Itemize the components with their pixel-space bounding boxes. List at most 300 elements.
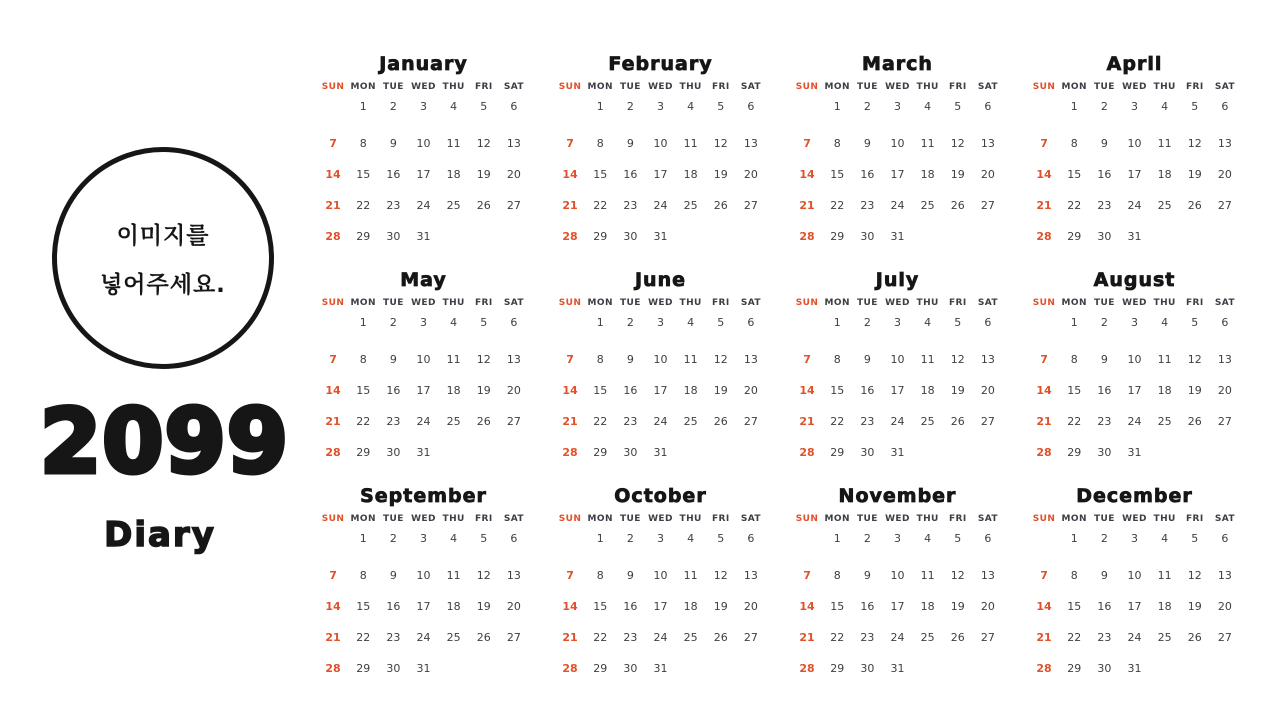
day-cell: 2 xyxy=(863,99,871,113)
day-cell: 12 xyxy=(713,353,728,366)
day-cell: 8 xyxy=(1070,569,1078,582)
day-cell: 11 xyxy=(1157,569,1172,582)
day-cell: 13 xyxy=(506,569,521,582)
day-cell: 24 xyxy=(1127,415,1142,428)
day-cell: 28 xyxy=(799,662,815,675)
weekday-header: WED xyxy=(1122,82,1147,92)
week-row xyxy=(555,653,766,684)
weekday-header: TUE xyxy=(1093,82,1115,92)
month-block xyxy=(1029,50,1240,252)
day-cell: 13 xyxy=(1217,137,1232,150)
weekday-header: SUN xyxy=(795,298,819,308)
day-cell: 1 xyxy=(833,531,841,545)
day-cell: 27 xyxy=(1217,199,1232,212)
weekday-header: FRI xyxy=(948,82,967,92)
day-cell: 1 xyxy=(359,531,367,545)
week-row xyxy=(555,528,766,548)
day-cell: 31 xyxy=(1127,230,1142,243)
day-cell: 26 xyxy=(476,631,491,644)
week-row xyxy=(792,190,1003,221)
day-cell: 4 xyxy=(924,99,932,113)
day-cell: 22 xyxy=(1067,631,1082,644)
day-cell: 21 xyxy=(325,415,341,428)
day-cell: 24 xyxy=(653,415,668,428)
day-cell: 23 xyxy=(386,415,401,428)
day-cell: 15 xyxy=(356,168,371,181)
day-cell: 19 xyxy=(1187,168,1202,181)
day-cell: 7 xyxy=(1040,569,1048,582)
week-row xyxy=(1029,128,1240,159)
day-cell: 8 xyxy=(833,569,841,582)
day-cell: 2 xyxy=(1100,531,1108,545)
day-cell: 9 xyxy=(863,137,871,150)
weekday-header: TUE xyxy=(382,514,404,524)
weeks xyxy=(555,312,766,468)
day-cell: 5 xyxy=(717,315,725,329)
image-placeholder-text-line1: 이미지를 xyxy=(116,223,210,249)
day-cell: 17 xyxy=(890,384,905,397)
day-cell: 5 xyxy=(717,99,725,113)
day-cell: 30 xyxy=(1097,446,1112,459)
day-cell: 6 xyxy=(510,315,518,329)
day-cell: 31 xyxy=(890,230,905,243)
day-cell: 17 xyxy=(653,600,668,613)
week-row xyxy=(318,591,529,622)
day-cell: 13 xyxy=(980,137,995,150)
day-cell: 3 xyxy=(419,315,427,329)
image-placeholder-circle xyxy=(52,147,274,369)
day-cell: 17 xyxy=(1127,600,1142,613)
day-cell: 18 xyxy=(446,600,461,613)
diary-subtitle: Diary xyxy=(104,515,216,555)
weekday-header: SUN xyxy=(558,82,582,92)
day-cell: 20 xyxy=(1217,600,1232,613)
day-cell: 9 xyxy=(626,569,634,582)
day-cell: 17 xyxy=(653,168,668,181)
weekday-header: SUN xyxy=(1032,82,1056,92)
day-cell: 30 xyxy=(860,662,875,675)
day-cell: 4 xyxy=(687,531,695,545)
day-cell: 25 xyxy=(1157,415,1172,428)
day-cell: 24 xyxy=(416,631,431,644)
week-row xyxy=(318,406,529,437)
day-cell: 5 xyxy=(480,99,488,113)
week-row xyxy=(555,406,766,437)
day-cell: 30 xyxy=(386,662,401,675)
day-cell: 11 xyxy=(920,569,935,582)
day-cell: 15 xyxy=(1067,168,1082,181)
year-title: 2099 xyxy=(40,390,289,493)
day-cell: 15 xyxy=(830,384,845,397)
week-row xyxy=(1029,591,1240,622)
week-row xyxy=(555,190,766,221)
day-cell: 2 xyxy=(863,315,871,329)
weekday-header-row xyxy=(1029,510,1240,528)
day-cell: 24 xyxy=(416,415,431,428)
day-cell: 24 xyxy=(890,415,905,428)
week-row xyxy=(792,591,1003,622)
day-cell: 26 xyxy=(476,415,491,428)
day-cell: 14 xyxy=(799,600,815,613)
day-cell: 4 xyxy=(924,531,932,545)
day-cell: 10 xyxy=(890,353,905,366)
weekday-header: FRI xyxy=(711,514,730,524)
week-row xyxy=(1029,406,1240,437)
weekday-header: WED xyxy=(411,298,436,308)
weekday-header: SAT xyxy=(1214,514,1235,524)
day-cell: 28 xyxy=(325,230,341,243)
day-cell: 25 xyxy=(920,631,935,644)
week-row xyxy=(792,375,1003,406)
week-row xyxy=(318,190,529,221)
day-cell: 23 xyxy=(860,415,875,428)
day-cell: 22 xyxy=(830,631,845,644)
day-cell: 10 xyxy=(1127,569,1142,582)
month-block xyxy=(555,266,766,468)
weekday-header: MON xyxy=(1061,298,1087,308)
day-cell: 9 xyxy=(626,353,634,366)
day-cell: 4 xyxy=(450,99,458,113)
weekday-header: SAT xyxy=(740,298,761,308)
weekday-header: SAT xyxy=(740,514,761,524)
day-cell: 29 xyxy=(1067,446,1082,459)
day-cell: 31 xyxy=(1127,446,1142,459)
day-cell: 31 xyxy=(653,230,668,243)
day-cell: 22 xyxy=(356,631,371,644)
week-row xyxy=(318,375,529,406)
weekday-header: FRI xyxy=(474,298,493,308)
day-cell: 29 xyxy=(356,446,371,459)
weeks xyxy=(1029,312,1240,468)
weekday-header: WED xyxy=(648,514,673,524)
day-cell: 1 xyxy=(833,99,841,113)
week-row xyxy=(555,437,766,468)
week-row xyxy=(792,560,1003,591)
day-cell: 14 xyxy=(562,168,578,181)
day-cell: 31 xyxy=(890,446,905,459)
weeks xyxy=(318,96,529,252)
day-cell: 23 xyxy=(1097,631,1112,644)
day-cell: 18 xyxy=(920,384,935,397)
weekday-header: SAT xyxy=(740,82,761,92)
day-cell: 25 xyxy=(683,415,698,428)
day-cell: 29 xyxy=(830,446,845,459)
day-cell: 14 xyxy=(325,168,341,181)
weekday-header: TUE xyxy=(856,298,878,308)
day-cell: 21 xyxy=(1036,415,1052,428)
day-cell: 20 xyxy=(1217,384,1232,397)
day-cell: 15 xyxy=(593,384,608,397)
day-cell: 13 xyxy=(506,137,521,150)
day-cell: 1 xyxy=(596,99,604,113)
day-cell: 11 xyxy=(683,569,698,582)
day-cell: 29 xyxy=(593,662,608,675)
day-cell: 30 xyxy=(1097,662,1112,675)
day-cell: 25 xyxy=(446,631,461,644)
day-cell: 13 xyxy=(1217,569,1232,582)
month-title: August xyxy=(1093,269,1176,291)
day-cell: 30 xyxy=(386,446,401,459)
day-cell: 27 xyxy=(980,199,995,212)
day-cell: 4 xyxy=(924,315,932,329)
day-cell: 25 xyxy=(683,199,698,212)
week-row xyxy=(318,653,529,684)
weekday-header: WED xyxy=(1122,514,1147,524)
day-cell: 8 xyxy=(596,137,604,150)
day-cell: 25 xyxy=(446,199,461,212)
day-cell: 4 xyxy=(1161,315,1169,329)
day-cell: 28 xyxy=(562,446,578,459)
day-cell: 29 xyxy=(830,230,845,243)
weekday-header-row xyxy=(555,510,766,528)
day-cell: 26 xyxy=(950,199,965,212)
day-cell: 1 xyxy=(359,315,367,329)
week-row xyxy=(555,560,766,591)
day-cell: 5 xyxy=(480,531,488,545)
day-cell: 27 xyxy=(506,199,521,212)
day-cell: 31 xyxy=(653,446,668,459)
weekday-header: THU xyxy=(442,298,465,308)
day-cell: 23 xyxy=(860,631,875,644)
weeks xyxy=(318,312,529,468)
week-row xyxy=(1029,653,1240,684)
month-block xyxy=(318,266,529,468)
day-cell: 6 xyxy=(1221,99,1229,113)
day-cell: 20 xyxy=(743,168,758,181)
weeks xyxy=(318,528,529,684)
day-cell: 21 xyxy=(562,631,578,644)
month-block xyxy=(1029,482,1240,684)
day-cell: 31 xyxy=(653,662,668,675)
day-cell: 9 xyxy=(626,137,634,150)
day-cell: 7 xyxy=(329,569,337,582)
day-cell: 16 xyxy=(623,168,638,181)
day-cell: 16 xyxy=(623,600,638,613)
day-cell: 3 xyxy=(1130,315,1138,329)
day-cell: 22 xyxy=(830,199,845,212)
day-cell: 16 xyxy=(860,168,875,181)
day-cell: 12 xyxy=(950,569,965,582)
month-title: September xyxy=(360,485,487,507)
day-cell: 26 xyxy=(713,199,728,212)
day-cell: 8 xyxy=(596,353,604,366)
day-cell: 10 xyxy=(653,353,668,366)
day-cell: 21 xyxy=(799,199,815,212)
day-cell: 12 xyxy=(1187,569,1202,582)
day-cell: 10 xyxy=(416,353,431,366)
day-cell: 14 xyxy=(1036,168,1052,181)
weekday-header: TUE xyxy=(619,82,641,92)
day-cell: 8 xyxy=(359,569,367,582)
day-cell: 1 xyxy=(596,315,604,329)
day-cell: 17 xyxy=(890,168,905,181)
day-cell: 2 xyxy=(626,531,634,545)
month-title: March xyxy=(862,53,933,75)
day-cell: 15 xyxy=(830,168,845,181)
day-cell: 9 xyxy=(1100,353,1108,366)
day-cell: 7 xyxy=(566,353,574,366)
day-cell: 29 xyxy=(593,230,608,243)
day-cell: 14 xyxy=(799,384,815,397)
day-cell: 28 xyxy=(325,662,341,675)
month-title: April xyxy=(1106,53,1163,75)
day-cell: 23 xyxy=(623,199,638,212)
weekday-header: SUN xyxy=(321,298,345,308)
day-cell: 26 xyxy=(1187,631,1202,644)
weekday-header: SUN xyxy=(558,298,582,308)
weekday-header: MON xyxy=(350,514,376,524)
weekday-header: THU xyxy=(1153,82,1176,92)
day-cell: 12 xyxy=(1187,137,1202,150)
week-row xyxy=(1029,528,1240,548)
day-cell: 21 xyxy=(1036,631,1052,644)
day-cell: 21 xyxy=(325,631,341,644)
day-cell: 1 xyxy=(833,315,841,329)
day-cell: 30 xyxy=(623,662,638,675)
day-cell: 30 xyxy=(386,230,401,243)
weekday-header: MON xyxy=(824,298,850,308)
day-cell: 29 xyxy=(356,230,371,243)
day-cell: 9 xyxy=(863,569,871,582)
day-cell: 28 xyxy=(562,662,578,675)
day-cell: 12 xyxy=(1187,353,1202,366)
day-cell: 19 xyxy=(950,168,965,181)
weekday-header: FRI xyxy=(1185,82,1204,92)
day-cell: 5 xyxy=(480,315,488,329)
calendar-grid xyxy=(318,50,1240,684)
week-row xyxy=(318,96,529,116)
month-block xyxy=(555,482,766,684)
week-row xyxy=(792,312,1003,332)
day-cell: 15 xyxy=(356,384,371,397)
day-cell: 13 xyxy=(980,353,995,366)
day-cell: 14 xyxy=(1036,600,1052,613)
weekday-header: THU xyxy=(916,298,939,308)
weekday-header: MON xyxy=(350,82,376,92)
day-cell: 27 xyxy=(743,199,758,212)
day-cell: 28 xyxy=(1036,446,1052,459)
day-cell: 18 xyxy=(446,168,461,181)
weekday-header: SUN xyxy=(795,82,819,92)
weekday-header: WED xyxy=(885,298,910,308)
day-cell: 2 xyxy=(389,531,397,545)
week-row xyxy=(1029,344,1240,375)
weekday-header: MON xyxy=(587,514,613,524)
weekday-header: TUE xyxy=(1093,514,1115,524)
day-cell: 9 xyxy=(1100,137,1108,150)
day-cell: 24 xyxy=(416,199,431,212)
day-cell: 15 xyxy=(356,600,371,613)
day-cell: 21 xyxy=(799,631,815,644)
weekday-header: WED xyxy=(648,82,673,92)
day-cell: 2 xyxy=(863,531,871,545)
day-cell: 7 xyxy=(566,569,574,582)
day-cell: 27 xyxy=(743,631,758,644)
weekday-header: TUE xyxy=(856,514,878,524)
weekday-header: SAT xyxy=(503,514,524,524)
day-cell: 5 xyxy=(1191,99,1199,113)
day-cell: 31 xyxy=(890,662,905,675)
week-row xyxy=(1029,159,1240,190)
week-row xyxy=(792,653,1003,684)
day-cell: 1 xyxy=(1070,99,1078,113)
day-cell: 11 xyxy=(446,137,461,150)
day-cell: 21 xyxy=(562,415,578,428)
day-cell: 31 xyxy=(416,662,431,675)
day-cell: 4 xyxy=(687,99,695,113)
week-row xyxy=(792,622,1003,653)
day-cell: 14 xyxy=(799,168,815,181)
week-row xyxy=(318,221,529,252)
day-cell: 13 xyxy=(743,569,758,582)
day-cell: 27 xyxy=(980,415,995,428)
week-row xyxy=(1029,375,1240,406)
day-cell: 11 xyxy=(683,137,698,150)
day-cell: 22 xyxy=(356,199,371,212)
day-cell: 3 xyxy=(656,531,664,545)
day-cell: 13 xyxy=(506,353,521,366)
weekday-header: TUE xyxy=(619,514,641,524)
day-cell: 17 xyxy=(416,384,431,397)
month-title: May xyxy=(400,269,447,291)
weekday-header: FRI xyxy=(1185,514,1204,524)
weekday-header-row xyxy=(318,78,529,96)
day-cell: 5 xyxy=(954,315,962,329)
week-row xyxy=(318,128,529,159)
weekday-header: THU xyxy=(442,514,465,524)
week-row xyxy=(1029,96,1240,116)
month-block xyxy=(792,50,1003,252)
day-cell: 11 xyxy=(446,569,461,582)
day-cell: 12 xyxy=(713,137,728,150)
day-cell: 5 xyxy=(954,531,962,545)
day-cell: 21 xyxy=(799,415,815,428)
day-cell: 4 xyxy=(1161,531,1169,545)
day-cell: 31 xyxy=(416,446,431,459)
day-cell: 30 xyxy=(623,446,638,459)
day-cell: 12 xyxy=(476,569,491,582)
week-row xyxy=(1029,221,1240,252)
weekday-header: WED xyxy=(885,82,910,92)
week-row xyxy=(318,159,529,190)
day-cell: 2 xyxy=(1100,315,1108,329)
week-row xyxy=(555,96,766,116)
week-row xyxy=(1029,437,1240,468)
day-cell: 11 xyxy=(683,353,698,366)
weekday-header: WED xyxy=(648,298,673,308)
weekday-header: MON xyxy=(1061,82,1087,92)
day-cell: 27 xyxy=(743,415,758,428)
weekday-header: TUE xyxy=(856,82,878,92)
day-cell: 23 xyxy=(623,415,638,428)
week-row xyxy=(1029,190,1240,221)
image-placeholder-text-line2: 넣어주세요. xyxy=(100,272,226,298)
day-cell: 22 xyxy=(593,631,608,644)
week-row xyxy=(555,221,766,252)
day-cell: 15 xyxy=(1067,600,1082,613)
day-cell: 28 xyxy=(562,230,578,243)
week-row xyxy=(792,221,1003,252)
day-cell: 8 xyxy=(1070,137,1078,150)
weekday-header: SAT xyxy=(1214,298,1235,308)
day-cell: 28 xyxy=(325,446,341,459)
day-cell: 30 xyxy=(860,230,875,243)
month-title: July xyxy=(875,269,920,291)
day-cell: 16 xyxy=(1097,600,1112,613)
weekday-header: THU xyxy=(679,82,702,92)
weekday-header-row xyxy=(318,510,529,528)
day-cell: 8 xyxy=(596,569,604,582)
